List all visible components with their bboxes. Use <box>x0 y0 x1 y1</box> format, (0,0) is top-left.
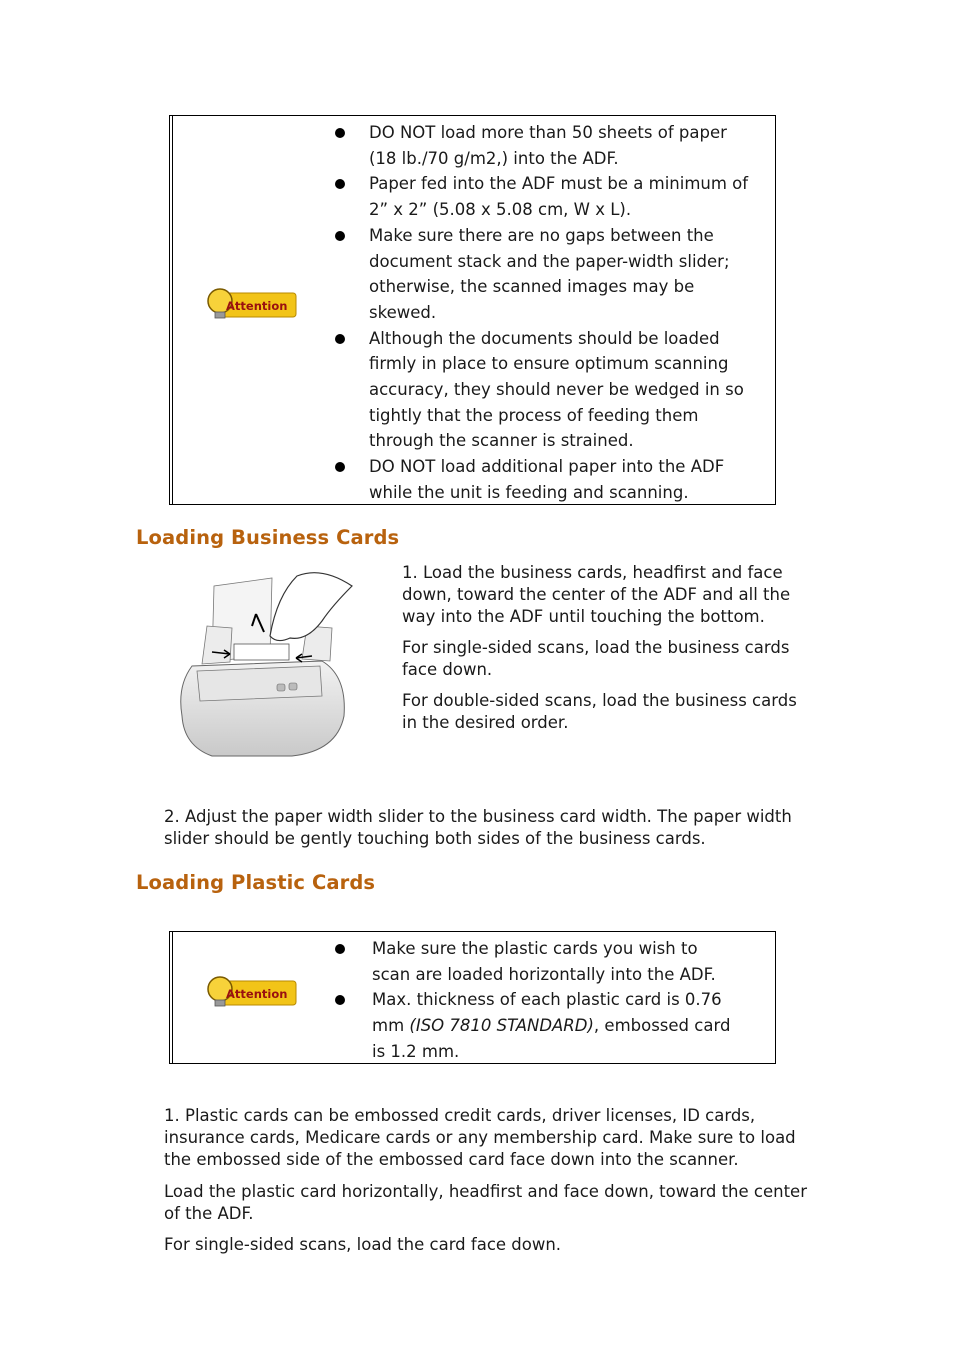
section-heading-business-cards: Loading Business Cards <box>136 526 400 549</box>
adf-warning-list <box>334 120 754 506</box>
list-item: Make sure the plastic cards you wish to scan are loaded horizontally into the ADF. <box>334 936 734 987</box>
business-double-sided: For double-sided scans, load the business cards in the desired order. <box>402 691 797 732</box>
plastic-para-2: Load the plastic card horizontally, headfirst and face down, toward the center of the ADF. <box>164 1182 807 1223</box>
attention-icon <box>204 972 299 1012</box>
business-step-2: 2. Adjust the paper width slider to the business card width. The paper width slider should be gently touching both sides of the business cards. <box>164 807 792 848</box>
thickness-text: Max. thickness of each plastic card is 0.76 mm <box>372 990 722 1036</box>
embossed-text: , embossed card is 1.2 mm. <box>372 1016 731 1061</box>
iso-standard: (ISO 7810 STANDARD) <box>409 1016 594 1036</box>
list-item: Paper fed into the ADF must be a minimum of 2” x 2” (5.08 x 5.08 cm, W x L). <box>334 171 754 222</box>
list-item: DO NOT load additional paper into the ADF while the unit is feeding and scanning. <box>334 454 754 505</box>
attention-label: Attention <box>226 299 288 313</box>
attention-label: Attention <box>226 987 288 1001</box>
attention-box-plastic-cards <box>169 931 776 1064</box>
plastic-para-3: For single-sided scans, load the card face down. <box>164 1235 562 1254</box>
attention-icon <box>204 284 299 324</box>
list-item: Make sure there are no gaps between the document stack and the paper-width slider; otherwise, the scanned images may be skewed. <box>334 223 754 326</box>
business-single-sided: For single-sided scans, load the business cards face down. <box>402 638 790 679</box>
scanner-loading-illustration <box>172 566 362 766</box>
plastic-card-warning-list <box>334 936 734 1065</box>
list-item: Although the documents should be loaded firmly in place to ensure optimum scanning accuracy, they should never be wedged in so tightly that the process of feeding them through the scanner is strained. <box>334 326 754 455</box>
list-item: DO NOT load more than 50 sheets of paper (18 lb./70 g/m2,) into the ADF. <box>334 120 754 171</box>
business-step-1: 1. Load the business cards, headfirst and face down, toward the center of the ADF and all the way into the ADF until touching the bottom. <box>402 563 791 626</box>
attention-box-adf <box>169 115 776 505</box>
list-item <box>334 987 734 1064</box>
plastic-para-1: 1. Plastic cards can be embossed credit cards, driver licenses, ID cards, insurance cards, Medicare cards or any membership card. Make sure to load the embossed side of the embossed card face down into the scanner. <box>164 1106 796 1169</box>
section-heading-plastic-cards: Loading Plastic Cards <box>136 871 376 894</box>
